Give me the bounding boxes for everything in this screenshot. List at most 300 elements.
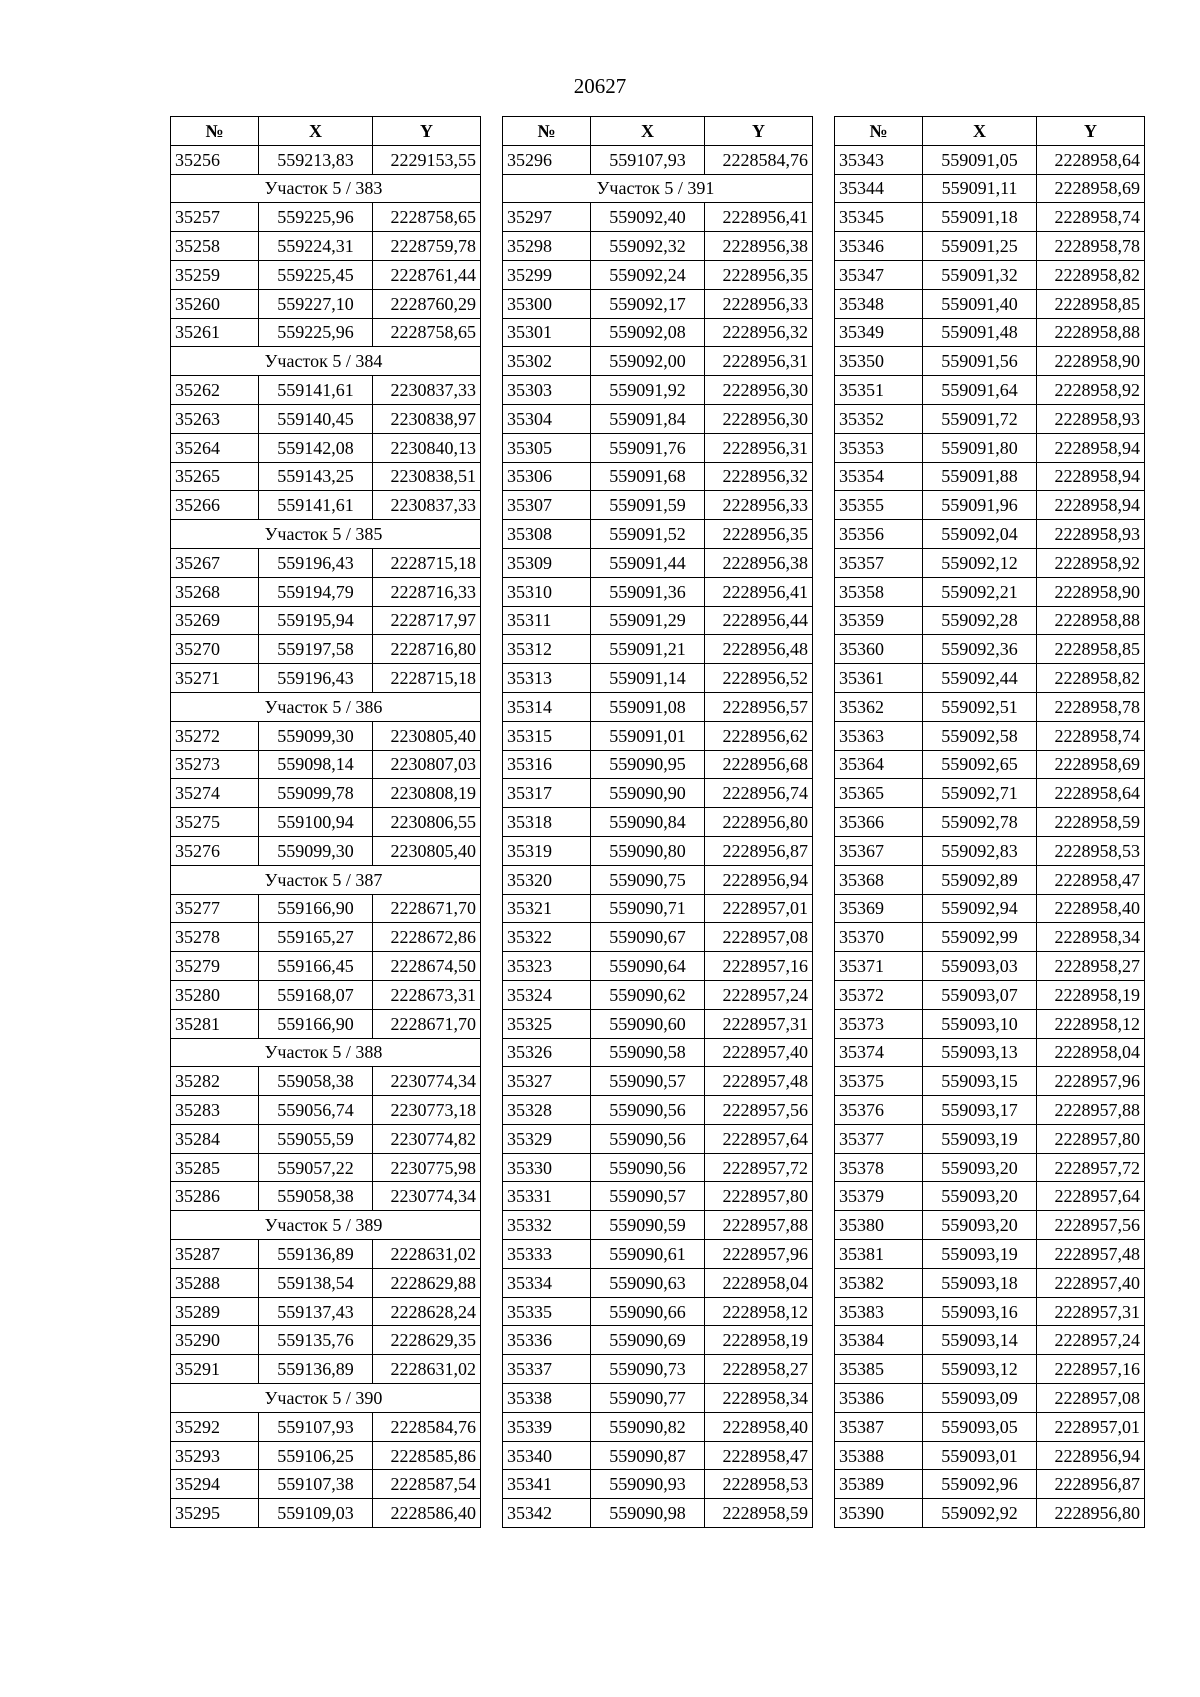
y-coordinate-cell: 2228958,59: [1037, 808, 1145, 837]
x-coordinate-cell: 559197,58: [259, 635, 373, 664]
point-number-cell: 35289: [171, 1297, 259, 1326]
point-number-cell: 35287: [171, 1240, 259, 1269]
x-coordinate-cell: 559091,64: [923, 376, 1037, 405]
table-row: [835, 577, 1145, 606]
point-number-cell: 35264: [171, 433, 259, 462]
table-header-row: [171, 117, 481, 146]
y-coordinate-cell: 2230773,18: [373, 1096, 481, 1125]
y-coordinate-cell: 2228761,44: [373, 260, 481, 289]
point-number-cell: 35341: [503, 1470, 591, 1499]
x-coordinate-cell: 559091,96: [923, 491, 1037, 520]
x-coordinate-cell: 559090,95: [591, 750, 705, 779]
table-row: [503, 1153, 813, 1182]
y-coordinate-cell: 2228715,18: [373, 548, 481, 577]
y-coordinate-cell: 2228957,16: [705, 952, 813, 981]
x-coordinate-cell: 559091,44: [591, 548, 705, 577]
y-coordinate-cell: 2228716,33: [373, 577, 481, 606]
point-number-cell: 35262: [171, 376, 259, 405]
y-coordinate-cell: 2228758,65: [373, 318, 481, 347]
x-coordinate-cell: 559093,01: [923, 1441, 1037, 1470]
header-y: Y: [1037, 117, 1145, 146]
y-coordinate-cell: 2230805,40: [373, 721, 481, 750]
x-coordinate-cell: 559213,83: [259, 145, 373, 174]
x-coordinate-cell: 559106,25: [259, 1441, 373, 1470]
point-number-cell: 35337: [503, 1355, 591, 1384]
x-coordinate-cell: 559092,99: [923, 923, 1037, 952]
x-coordinate-cell: 559194,79: [259, 577, 373, 606]
table-row: [503, 1182, 813, 1211]
table-row: [835, 980, 1145, 1009]
y-coordinate-cell: 2228956,33: [705, 491, 813, 520]
x-coordinate-cell: 559091,40: [923, 289, 1037, 318]
x-coordinate-cell: 559091,48: [923, 318, 1037, 347]
point-number-cell: 35265: [171, 462, 259, 491]
table-row: [171, 232, 481, 261]
y-coordinate-cell: 2228716,80: [373, 635, 481, 664]
point-number-cell: 35380: [835, 1211, 923, 1240]
table-row: [171, 1268, 481, 1297]
y-coordinate-cell: 2228957,56: [705, 1096, 813, 1125]
point-number-cell: 35344: [835, 174, 923, 203]
table-row: [835, 1268, 1145, 1297]
table-row: [171, 404, 481, 433]
point-number-cell: 35303: [503, 376, 591, 405]
y-coordinate-cell: 2228585,86: [373, 1441, 481, 1470]
y-coordinate-cell: 2228957,24: [1037, 1326, 1145, 1355]
x-coordinate-cell: 559092,04: [923, 520, 1037, 549]
table-row: [503, 923, 813, 952]
table-row: [171, 1326, 481, 1355]
x-coordinate-cell: 559093,18: [923, 1268, 1037, 1297]
y-coordinate-cell: 2228957,72: [705, 1153, 813, 1182]
point-number-cell: 35263: [171, 404, 259, 433]
table-row: [503, 952, 813, 981]
point-number-cell: 35327: [503, 1067, 591, 1096]
point-number-cell: 35281: [171, 1009, 259, 1038]
table-row: [503, 1067, 813, 1096]
table-row: [503, 318, 813, 347]
table-row: [171, 664, 481, 693]
table-row: [503, 1297, 813, 1326]
table-row: [503, 1211, 813, 1240]
section-title: Участок 5 / 387: [171, 865, 481, 894]
table-row: [171, 289, 481, 318]
table-row: [171, 1297, 481, 1326]
y-coordinate-cell: 2228957,96: [1037, 1067, 1145, 1096]
section-row: [171, 347, 481, 376]
table-row: [171, 318, 481, 347]
point-number-cell: 35282: [171, 1067, 259, 1096]
point-number-cell: 35342: [503, 1499, 591, 1528]
x-coordinate-cell: 559090,61: [591, 1240, 705, 1269]
x-coordinate-cell: 559090,82: [591, 1412, 705, 1441]
x-coordinate-cell: 559138,54: [259, 1268, 373, 1297]
header-y: Y: [373, 117, 481, 146]
x-coordinate-cell: 559092,36: [923, 635, 1037, 664]
y-coordinate-cell: 2228956,30: [705, 376, 813, 405]
point-number-cell: 35321: [503, 894, 591, 923]
section-row: [171, 865, 481, 894]
x-coordinate-cell: 559090,84: [591, 808, 705, 837]
table-row: [503, 1384, 813, 1413]
point-number-cell: 35379: [835, 1182, 923, 1211]
y-coordinate-cell: 2230774,82: [373, 1124, 481, 1153]
point-number-cell: 35382: [835, 1268, 923, 1297]
table-row: [171, 1470, 481, 1499]
point-number-cell: 35374: [835, 1038, 923, 1067]
header-number: №: [835, 117, 923, 146]
point-number-cell: 35345: [835, 203, 923, 232]
point-number-cell: 35322: [503, 923, 591, 952]
point-number-cell: 35309: [503, 548, 591, 577]
x-coordinate-cell: 559107,38: [259, 1470, 373, 1499]
table-row: [835, 1326, 1145, 1355]
x-coordinate-cell: 559092,21: [923, 577, 1037, 606]
y-coordinate-cell: 2230774,34: [373, 1182, 481, 1211]
x-coordinate-cell: 559090,67: [591, 923, 705, 952]
x-coordinate-cell: 559093,03: [923, 952, 1037, 981]
table-row: [171, 1499, 481, 1528]
section-row: [171, 1038, 481, 1067]
y-coordinate-cell: 2228957,80: [705, 1182, 813, 1211]
x-coordinate-cell: 559092,83: [923, 836, 1037, 865]
y-coordinate-cell: 2228957,64: [705, 1124, 813, 1153]
table-row: [835, 260, 1145, 289]
table-row: [503, 232, 813, 261]
table-row: [835, 520, 1145, 549]
section-row: [171, 1211, 481, 1240]
y-coordinate-cell: 2228958,59: [705, 1499, 813, 1528]
x-coordinate-cell: 559091,56: [923, 347, 1037, 376]
point-number-cell: 35332: [503, 1211, 591, 1240]
x-coordinate-cell: 559092,32: [591, 232, 705, 261]
x-coordinate-cell: 559196,43: [259, 548, 373, 577]
x-coordinate-cell: 559092,44: [923, 664, 1037, 693]
x-coordinate-cell: 559107,93: [259, 1412, 373, 1441]
point-number-cell: 35278: [171, 923, 259, 952]
point-number-cell: 35261: [171, 318, 259, 347]
x-coordinate-cell: 559090,56: [591, 1153, 705, 1182]
x-coordinate-cell: 559092,65: [923, 750, 1037, 779]
x-coordinate-cell: 559092,51: [923, 692, 1037, 721]
table-row: [835, 1096, 1145, 1125]
table-row: [835, 1038, 1145, 1067]
x-coordinate-cell: 559099,30: [259, 721, 373, 750]
x-coordinate-cell: 559055,59: [259, 1124, 373, 1153]
table-row: [835, 174, 1145, 203]
y-coordinate-cell: 2230837,33: [373, 376, 481, 405]
point-number-cell: 35369: [835, 894, 923, 923]
table-row: [503, 289, 813, 318]
y-coordinate-cell: 2228958,64: [1037, 779, 1145, 808]
y-coordinate-cell: 2228671,70: [373, 1009, 481, 1038]
point-number-cell: 35297: [503, 203, 591, 232]
table-row: [835, 1499, 1145, 1528]
point-number-cell: 35295: [171, 1499, 259, 1528]
table-row: [503, 1124, 813, 1153]
x-coordinate-cell: 559090,98: [591, 1499, 705, 1528]
point-number-cell: 35358: [835, 577, 923, 606]
table-row: [171, 894, 481, 923]
point-number-cell: 35372: [835, 980, 923, 1009]
x-coordinate-cell: 559090,80: [591, 836, 705, 865]
point-number-cell: 35270: [171, 635, 259, 664]
y-coordinate-cell: 2228956,80: [1037, 1499, 1145, 1528]
point-number-cell: 35336: [503, 1326, 591, 1355]
y-coordinate-cell: 2228758,65: [373, 203, 481, 232]
point-number-cell: 35371: [835, 952, 923, 981]
table-row: [503, 376, 813, 405]
y-coordinate-cell: 2228958,69: [1037, 750, 1145, 779]
y-coordinate-cell: 2228958,78: [1037, 232, 1145, 261]
point-number-cell: 35364: [835, 750, 923, 779]
table-row: [503, 750, 813, 779]
point-number-cell: 35313: [503, 664, 591, 693]
y-coordinate-cell: 2228956,35: [705, 260, 813, 289]
y-coordinate-cell: 2228958,04: [705, 1268, 813, 1297]
point-number-cell: 35356: [835, 520, 923, 549]
point-number-cell: 35350: [835, 347, 923, 376]
table-row: [503, 1009, 813, 1038]
point-number-cell: 35370: [835, 923, 923, 952]
table-row: [835, 952, 1145, 981]
point-number-cell: 35299: [503, 260, 591, 289]
point-number-cell: 35307: [503, 491, 591, 520]
point-number-cell: 35304: [503, 404, 591, 433]
table-row: [503, 664, 813, 693]
table-row: [171, 923, 481, 952]
point-number-cell: 35355: [835, 491, 923, 520]
table-row: [503, 433, 813, 462]
x-coordinate-cell: 559093,20: [923, 1182, 1037, 1211]
table-row: [835, 1009, 1145, 1038]
y-coordinate-cell: 2228958,90: [1037, 347, 1145, 376]
x-coordinate-cell: 559093,16: [923, 1297, 1037, 1326]
y-coordinate-cell: 2228957,40: [1037, 1268, 1145, 1297]
table-row: [171, 808, 481, 837]
table-row: [835, 1211, 1145, 1240]
table-row: [835, 1412, 1145, 1441]
table-row: [503, 347, 813, 376]
y-coordinate-cell: 2228956,94: [1037, 1441, 1145, 1470]
x-coordinate-cell: 559166,45: [259, 952, 373, 981]
point-number-cell: 35385: [835, 1355, 923, 1384]
point-number-cell: 35346: [835, 232, 923, 261]
y-coordinate-cell: 2228958,94: [1037, 462, 1145, 491]
x-coordinate-cell: 559141,61: [259, 376, 373, 405]
x-coordinate-cell: 559107,93: [591, 145, 705, 174]
point-number-cell: 35373: [835, 1009, 923, 1038]
y-coordinate-cell: 2230808,19: [373, 779, 481, 808]
x-coordinate-cell: 559092,40: [591, 203, 705, 232]
x-coordinate-cell: 559137,43: [259, 1297, 373, 1326]
table-row: [835, 808, 1145, 837]
x-coordinate-cell: 559099,78: [259, 779, 373, 808]
section-title: Участок 5 / 388: [171, 1038, 481, 1067]
point-number-cell: 35348: [835, 289, 923, 318]
y-coordinate-cell: 2229153,55: [373, 145, 481, 174]
y-coordinate-cell: 2228956,30: [705, 404, 813, 433]
table-row: [503, 1326, 813, 1355]
point-number-cell: 35258: [171, 232, 259, 261]
table-row: [171, 577, 481, 606]
y-coordinate-cell: 2228958,85: [1037, 635, 1145, 664]
table-row: [835, 664, 1145, 693]
y-coordinate-cell: 2228631,02: [373, 1240, 481, 1269]
x-coordinate-cell: 559092,94: [923, 894, 1037, 923]
table-row: [171, 635, 481, 664]
x-coordinate-cell: 559090,58: [591, 1038, 705, 1067]
table-row: [835, 1153, 1145, 1182]
y-coordinate-cell: 2228958,34: [705, 1384, 813, 1413]
table-row: [503, 1096, 813, 1125]
table-row: [835, 635, 1145, 664]
x-coordinate-cell: 559092,58: [923, 721, 1037, 750]
x-coordinate-cell: 559090,62: [591, 980, 705, 1009]
point-number-cell: 35365: [835, 779, 923, 808]
table-row: [835, 923, 1145, 952]
table-row: [835, 779, 1145, 808]
table-row: [835, 1441, 1145, 1470]
y-coordinate-cell: 2228958,88: [1037, 606, 1145, 635]
point-number-cell: 35305: [503, 433, 591, 462]
table-row: [503, 808, 813, 837]
table-row: [171, 836, 481, 865]
table-row: [171, 1096, 481, 1125]
y-coordinate-cell: 2230838,97: [373, 404, 481, 433]
point-number-cell: 35286: [171, 1182, 259, 1211]
point-number-cell: 35292: [171, 1412, 259, 1441]
x-coordinate-cell: 559090,63: [591, 1268, 705, 1297]
x-coordinate-cell: 559100,94: [259, 808, 373, 837]
point-number-cell: 35280: [171, 980, 259, 1009]
y-coordinate-cell: 2228956,62: [705, 721, 813, 750]
point-number-cell: 35338: [503, 1384, 591, 1413]
x-coordinate-cell: 559136,89: [259, 1240, 373, 1269]
x-coordinate-cell: 559091,08: [591, 692, 705, 721]
y-coordinate-cell: 2228957,01: [705, 894, 813, 923]
table-row: [171, 606, 481, 635]
table-row: [835, 865, 1145, 894]
point-number-cell: 35330: [503, 1153, 591, 1182]
y-coordinate-cell: 2230838,51: [373, 462, 481, 491]
y-coordinate-cell: 2228584,76: [373, 1412, 481, 1441]
y-coordinate-cell: 2228958,53: [705, 1470, 813, 1499]
table-row: [503, 404, 813, 433]
section-title: Участок 5 / 383: [171, 174, 481, 203]
table-row: [835, 1355, 1145, 1384]
table-row: [171, 462, 481, 491]
table-row: [171, 376, 481, 405]
table-row: [835, 1297, 1145, 1326]
y-coordinate-cell: 2228957,01: [1037, 1412, 1145, 1441]
table-row: [835, 1384, 1145, 1413]
y-coordinate-cell: 2228957,48: [1037, 1240, 1145, 1269]
point-number-cell: 35312: [503, 635, 591, 664]
x-coordinate-cell: 559141,61: [259, 491, 373, 520]
table-row: [503, 577, 813, 606]
table-row: [835, 289, 1145, 318]
point-number-cell: 35388: [835, 1441, 923, 1470]
point-number-cell: 35301: [503, 318, 591, 347]
x-coordinate-cell: 559090,57: [591, 1182, 705, 1211]
x-coordinate-cell: 559092,12: [923, 548, 1037, 577]
x-coordinate-cell: 559091,29: [591, 606, 705, 635]
y-coordinate-cell: 2228958,47: [1037, 865, 1145, 894]
section-row: [171, 692, 481, 721]
x-coordinate-cell: 559090,56: [591, 1124, 705, 1153]
x-coordinate-cell: 559091,25: [923, 232, 1037, 261]
table-row: [171, 952, 481, 981]
point-number-cell: 35311: [503, 606, 591, 635]
y-coordinate-cell: 2228956,32: [705, 462, 813, 491]
y-coordinate-cell: 2228957,08: [705, 923, 813, 952]
table-row: [171, 1124, 481, 1153]
table-row: [171, 1009, 481, 1038]
y-coordinate-cell: 2228957,24: [705, 980, 813, 1009]
y-coordinate-cell: 2228628,24: [373, 1297, 481, 1326]
header-number: №: [171, 117, 259, 146]
table-row: [171, 1067, 481, 1096]
y-coordinate-cell: 2228956,57: [705, 692, 813, 721]
point-number-cell: 35367: [835, 836, 923, 865]
point-number-cell: 35387: [835, 1412, 923, 1441]
section-title: Участок 5 / 389: [171, 1211, 481, 1240]
x-coordinate-cell: 559090,57: [591, 1067, 705, 1096]
point-number-cell: 35266: [171, 491, 259, 520]
header-x: X: [259, 117, 373, 146]
table-row: [835, 203, 1145, 232]
point-number-cell: 35318: [503, 808, 591, 837]
y-coordinate-cell: 2228672,86: [373, 923, 481, 952]
point-number-cell: 35308: [503, 520, 591, 549]
x-coordinate-cell: 559090,90: [591, 779, 705, 808]
y-coordinate-cell: 2228958,93: [1037, 404, 1145, 433]
table-row: [503, 145, 813, 174]
x-coordinate-cell: 559090,75: [591, 865, 705, 894]
point-number-cell: 35343: [835, 145, 923, 174]
point-number-cell: 35273: [171, 750, 259, 779]
y-coordinate-cell: 2228759,78: [373, 232, 481, 261]
y-coordinate-cell: 2228957,56: [1037, 1211, 1145, 1240]
x-coordinate-cell: 559196,43: [259, 664, 373, 693]
point-number-cell: 35323: [503, 952, 591, 981]
x-coordinate-cell: 559091,59: [591, 491, 705, 520]
x-coordinate-cell: 559092,78: [923, 808, 1037, 837]
y-coordinate-cell: 2228957,88: [1037, 1096, 1145, 1125]
x-coordinate-cell: 559091,05: [923, 145, 1037, 174]
x-coordinate-cell: 559092,92: [923, 1499, 1037, 1528]
x-coordinate-cell: 559093,19: [923, 1124, 1037, 1153]
table-row: [835, 376, 1145, 405]
point-number-cell: 35383: [835, 1297, 923, 1326]
table-row: [503, 1355, 813, 1384]
point-number-cell: 35296: [503, 145, 591, 174]
point-number-cell: 35340: [503, 1441, 591, 1470]
x-coordinate-cell: 559093,17: [923, 1096, 1037, 1125]
table-row: [171, 1412, 481, 1441]
point-number-cell: 35319: [503, 836, 591, 865]
table-row: [171, 980, 481, 1009]
table-row: [171, 779, 481, 808]
x-coordinate-cell: 559143,25: [259, 462, 373, 491]
y-coordinate-cell: 2228957,72: [1037, 1153, 1145, 1182]
point-number-cell: 35329: [503, 1124, 591, 1153]
y-coordinate-cell: 2228958,74: [1037, 721, 1145, 750]
x-coordinate-cell: 559091,11: [923, 174, 1037, 203]
x-coordinate-cell: 559057,22: [259, 1153, 373, 1182]
x-coordinate-cell: 559091,18: [923, 203, 1037, 232]
